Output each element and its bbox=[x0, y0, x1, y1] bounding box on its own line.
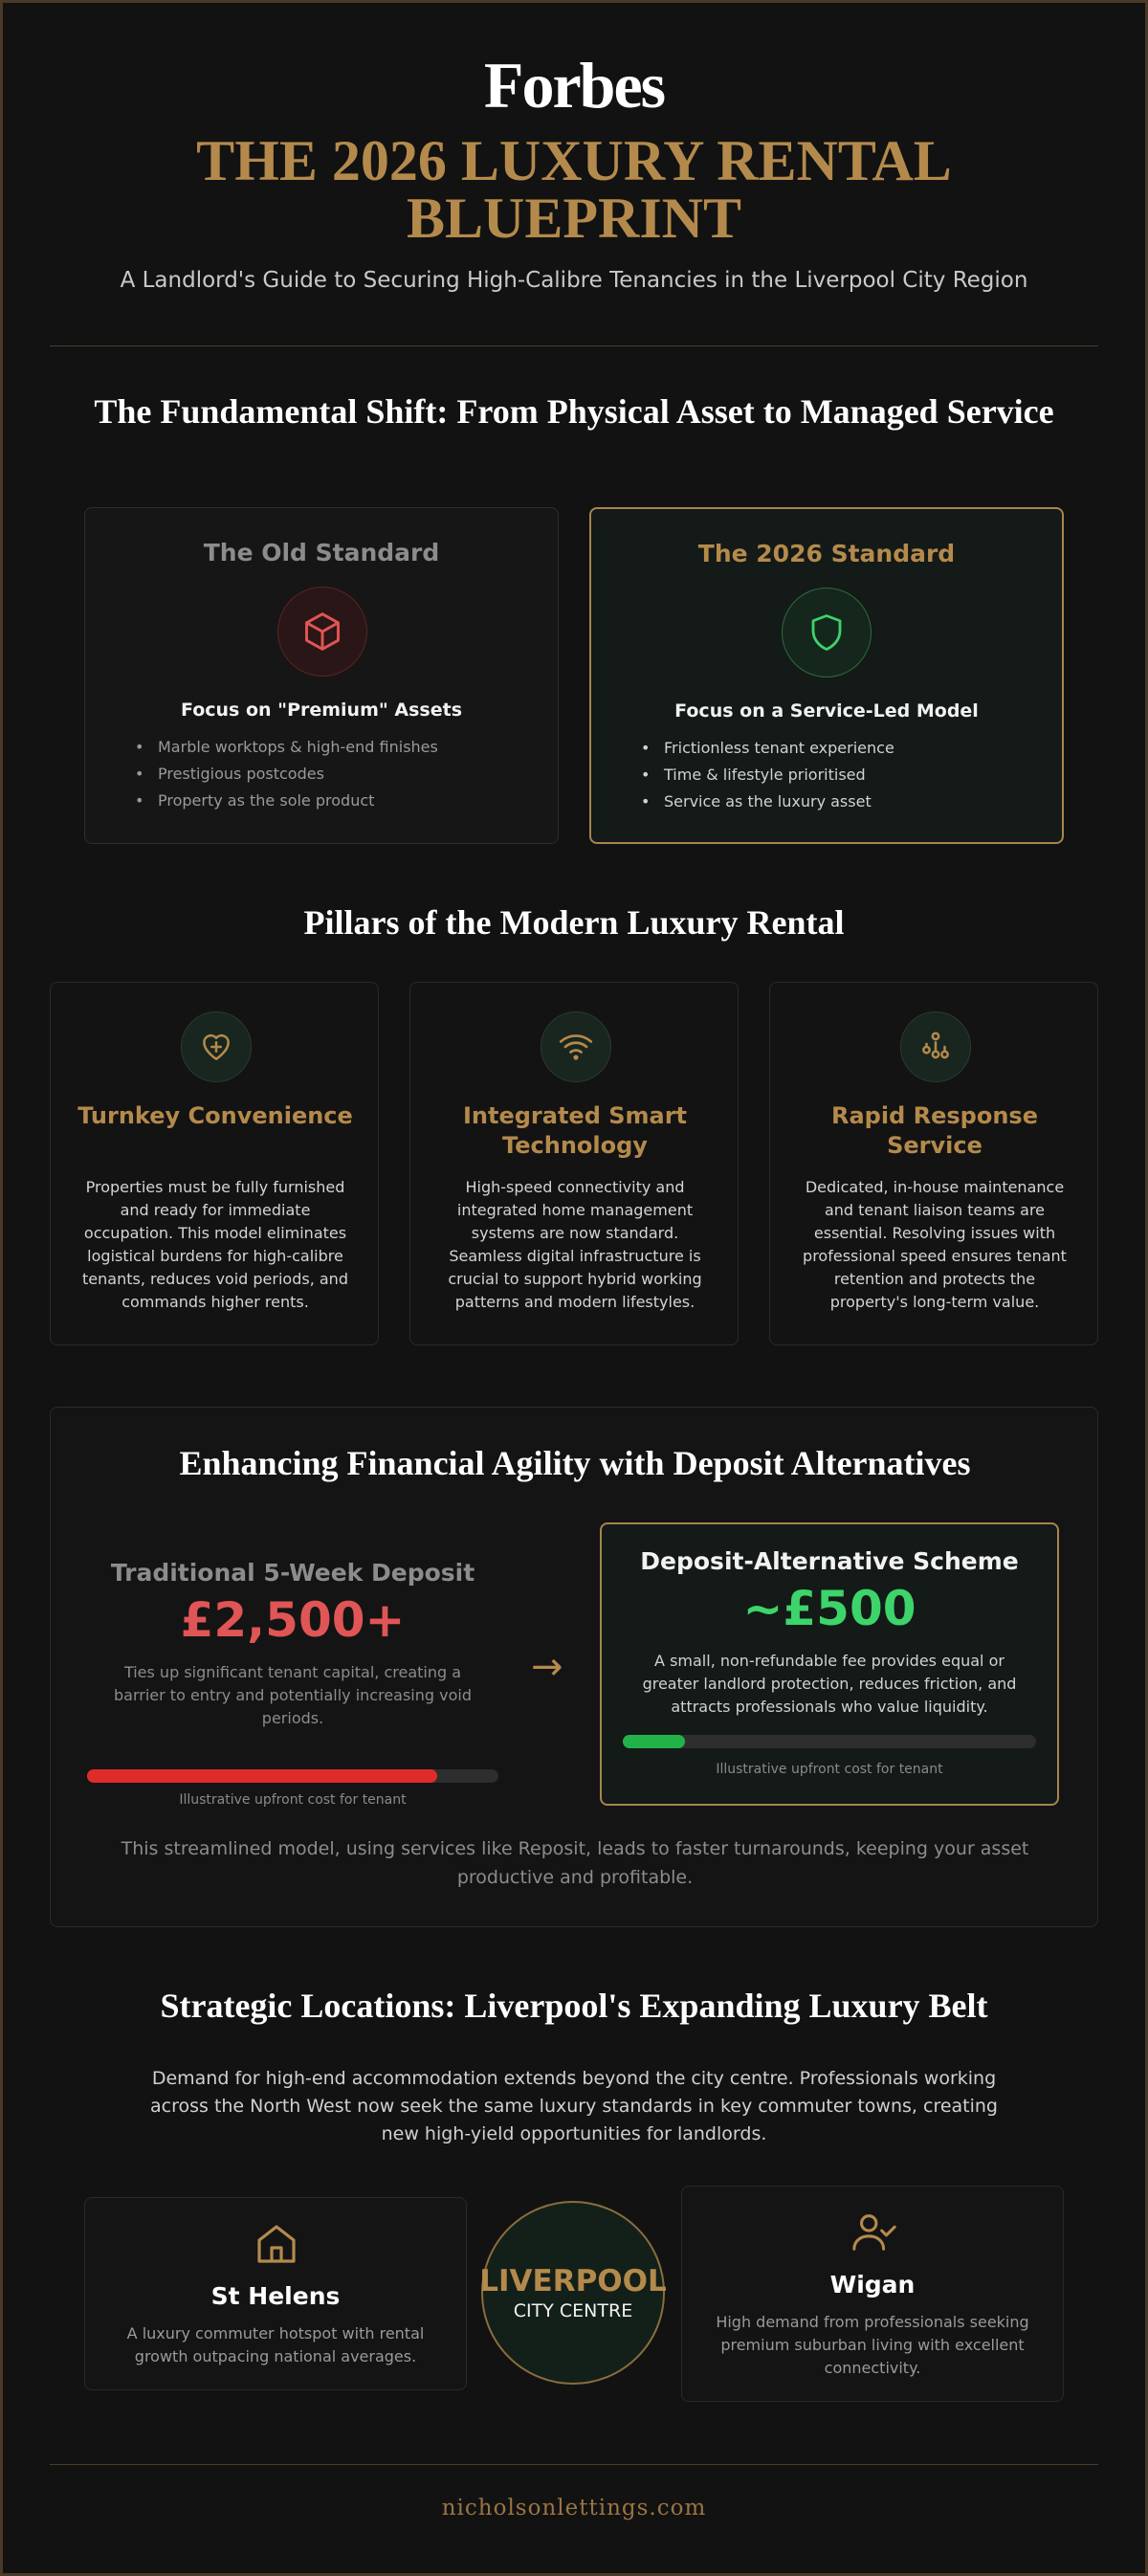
alternative-amount: ~£500 bbox=[742, 1581, 916, 1636]
traditional-deposit bbox=[87, 1559, 498, 1808]
alternative-title: Deposit-Alternative Scheme bbox=[640, 1547, 1019, 1575]
traditional-cost-fill bbox=[87, 1769, 437, 1783]
traditional-amount: £2,500+ bbox=[180, 1592, 406, 1648]
locations-intro: Demand for high-end accommodation extends beyond the city centre. Professionals working across the North West now seek the same luxury standards in key commuter towns, creating new high-yield opportunities for landlords. bbox=[150, 2068, 998, 2144]
pillar-card bbox=[409, 982, 739, 1345]
pillars-heading: Pillars of the Modern Luxury Rental bbox=[303, 903, 845, 942]
traditional-description: Ties up significant tenant capital, creating a barrier to entry and potentially increasing void periods. bbox=[114, 1663, 472, 1727]
alternative-cost-bar bbox=[623, 1735, 1036, 1748]
new-standard-focus: Focus on a Service-Led Model bbox=[674, 700, 979, 722]
location-card-wigan bbox=[681, 2186, 1064, 2402]
pillar-description: Properties must be fully furnished and ready for immediate occupation. This model eliminates logistical burdens for high-calibre tenants, reduces void periods, and commands higher rents. bbox=[82, 1178, 348, 1311]
location-description: A luxury commuter hotspot with rental growth outpacing national averages. bbox=[126, 2324, 425, 2365]
user-check-icon bbox=[850, 2210, 898, 2259]
finance-footer-text: This streamlined model, using services like Reposit, leads to faster turnarounds, keeping your asset productive and profitable. bbox=[121, 1838, 1029, 1888]
list-item: • Property as the sole product bbox=[135, 788, 438, 814]
shift-heading: The Fundamental Shift: From Physical Asset to Managed Service bbox=[94, 392, 1054, 431]
alternative-caption: Illustrative upfront cost for tenant bbox=[716, 1762, 943, 1777]
pillar-description: High-speed connectivity and integrated home management systems are now standard. Seamless digital infrastructure is crucial to support hybrid working patterns and modern lifestyles. bbox=[448, 1178, 702, 1311]
centre-subtitle: CITY CENTRE bbox=[513, 2300, 633, 2321]
finance-panel bbox=[50, 1407, 1098, 1927]
traditional-caption: Illustrative upfront cost for tenant bbox=[179, 1792, 407, 1808]
footer-divider bbox=[50, 2464, 1098, 2465]
pillar-title: Rapid Response Service bbox=[831, 1102, 1038, 1159]
alternative-deposit-card bbox=[600, 1522, 1059, 1806]
liverpool-centre-badge bbox=[481, 2201, 665, 2385]
alternative-cost-fill bbox=[623, 1735, 685, 1748]
page-title: THE 2026 LUXURY RENTAL BLUEPRINT bbox=[196, 129, 952, 250]
page-subtitle: A Landlord's Guide to Securing High-Calibre Tenancies in the Liverpool City Region bbox=[120, 268, 1028, 293]
arrow-right-icon: → bbox=[531, 1645, 563, 1689]
alternative-description: A small, non-refundable fee provides equal or greater landlord protection, reduces friction, and attracts professionals who value liquidity. bbox=[642, 1652, 1017, 1716]
old-standard-list bbox=[135, 734, 438, 814]
house-icon bbox=[254, 2221, 299, 2271]
location-title: Wigan bbox=[829, 2271, 916, 2298]
shield-icon bbox=[782, 588, 872, 677]
pillar-description: Dedicated, in-house maintenance and tenant liaison teams are essential. Resolving issues with professional speed ensures tenant retention and protects the property's long-term value. bbox=[803, 1178, 1067, 1311]
pillar-card bbox=[50, 982, 379, 1345]
location-description: High demand from professionals seeking premium suburban living with excellent connectivity. bbox=[716, 2313, 1029, 2377]
cube-icon bbox=[277, 587, 367, 677]
heart-plus-icon bbox=[181, 1011, 252, 1082]
new-standard-card bbox=[589, 507, 1064, 844]
service-icon bbox=[900, 1011, 971, 1082]
brand-logo: Forbes bbox=[483, 49, 665, 122]
location-title: St Helens bbox=[210, 2282, 341, 2310]
pillar-card bbox=[769, 982, 1098, 1345]
centre-title: LIVERPOOL bbox=[479, 2264, 667, 2298]
list-item: • Service as the luxury asset bbox=[641, 788, 894, 815]
old-standard-focus: Focus on "Premium" Assets bbox=[181, 700, 462, 721]
footer-website-link[interactable]: nicholsonlettings.com bbox=[441, 2496, 707, 2520]
new-standard-title: The 2026 Standard bbox=[697, 540, 956, 567]
new-standard-list bbox=[641, 735, 894, 815]
pillar-title: Integrated Smart Technology bbox=[462, 1102, 688, 1159]
list-item: • Time & lifestyle prioritised bbox=[641, 762, 894, 788]
locations-heading: Strategic Locations: Liverpool's Expanding Luxury Belt bbox=[160, 1987, 988, 2025]
old-standard-card bbox=[84, 507, 559, 844]
list-item: • Frictionless tenant experience bbox=[641, 735, 894, 762]
old-standard-title: The Old Standard bbox=[203, 539, 440, 566]
traditional-cost-bar bbox=[87, 1769, 498, 1783]
location-card-st-helens bbox=[84, 2197, 467, 2390]
wifi-icon bbox=[541, 1011, 611, 1082]
list-item: • Marble worktops & high-end finishes bbox=[135, 734, 438, 761]
traditional-title: Traditional 5-Week Deposit bbox=[110, 1559, 475, 1587]
pillar-title: Turnkey Convenience bbox=[77, 1102, 353, 1129]
finance-heading: Enhancing Financial Agility with Deposit Alternatives bbox=[179, 1444, 971, 1482]
list-item: • Prestigious postcodes bbox=[135, 761, 438, 788]
divider bbox=[50, 345, 1098, 346]
